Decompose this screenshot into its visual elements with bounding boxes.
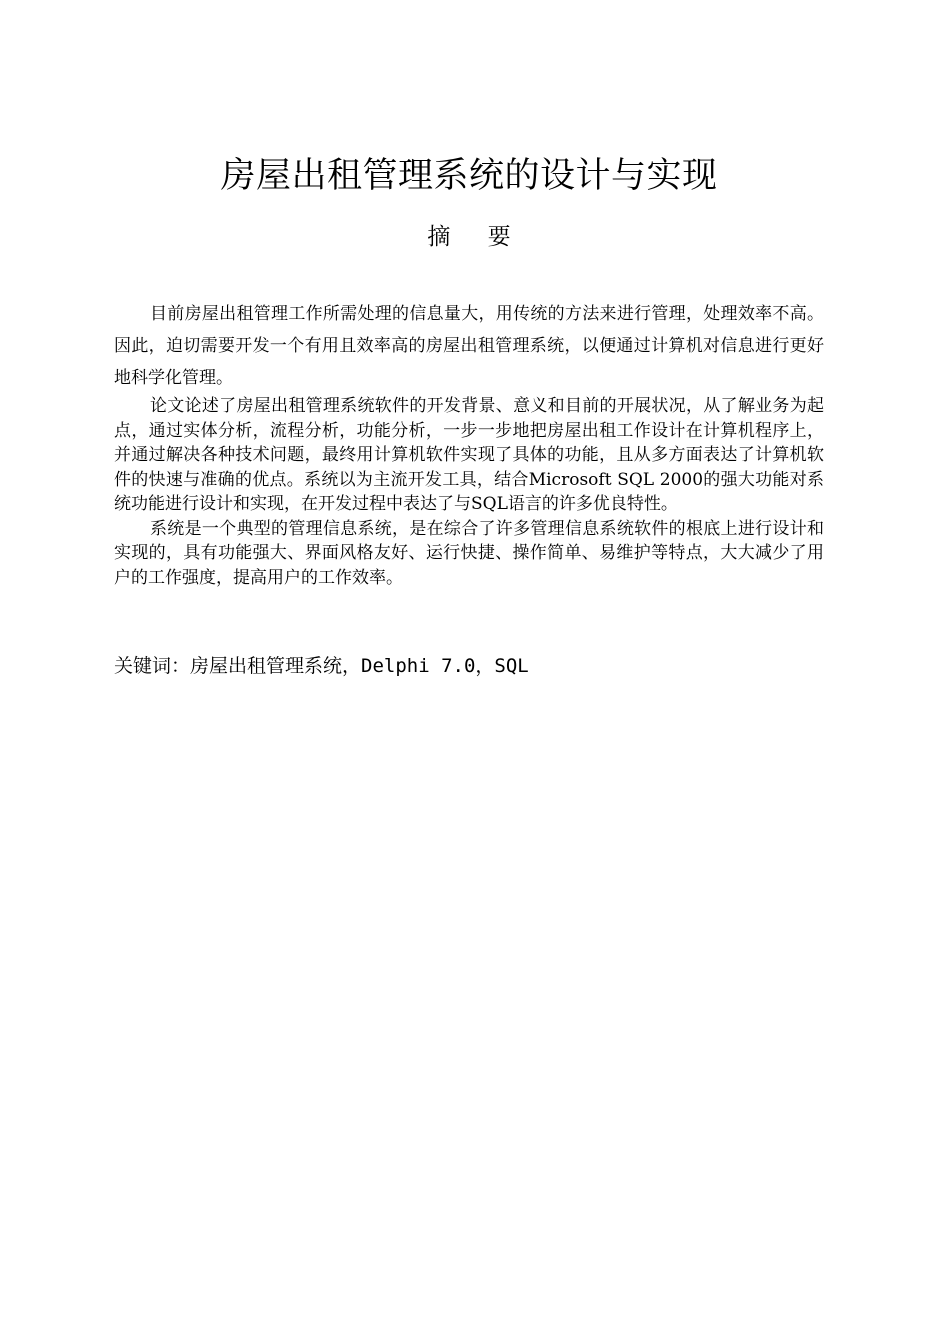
keywords-line: 关键词：房屋出租管理系统，Delphi 7.0，SQL (114, 655, 529, 677)
abstract-paragraph-2: 论文论述了房屋出租管理系统软件的开发背景、意义和目前的开展状况，从了解业务为起点，通过实体分析，流程分析，功能分析，一步一步地把房屋出租工作设计在计算机程序上，并通过解决各种技术问题，最终用计算机软件实现了具体的功能，且从多方面表达了计算机软件的快速与准确的优点。系统以为主流开发工具，结合Microsoft SQL 2000的强大功能对系统功能进行设计和实现，在开发过程中表达了与SQL语言的许多优良特性。 (114, 396, 824, 514)
abstract-paragraph-3: 系统是一个典型的管理信息系统，是在综合了许多管理信息系统软件的根底上进行设计和实现的，具有功能强大、界面风格友好、运行快捷、操作简单、易维护等特点，大大减少了用户的工作强度，提高用户的工作效率。 (114, 518, 824, 588)
abstract-heading-char-1: 摘 (427, 224, 451, 250)
abstract-heading (0, 219, 938, 255)
abstract-body (114, 298, 824, 590)
abstract-paragraph-1: 目前房屋出租管理工作所需处理的信息量大，用传统的方法来进行管理，处理效率不高。因此，迫切需要开发一个有用且效率高的房屋出租管理系统，以便通过计算机对信息进行更好地科学化管理。 (114, 304, 824, 388)
document-title: 房屋出租管理系统的设计与实现 (220, 156, 718, 196)
abstract-heading-char-2: 要 (487, 224, 511, 250)
